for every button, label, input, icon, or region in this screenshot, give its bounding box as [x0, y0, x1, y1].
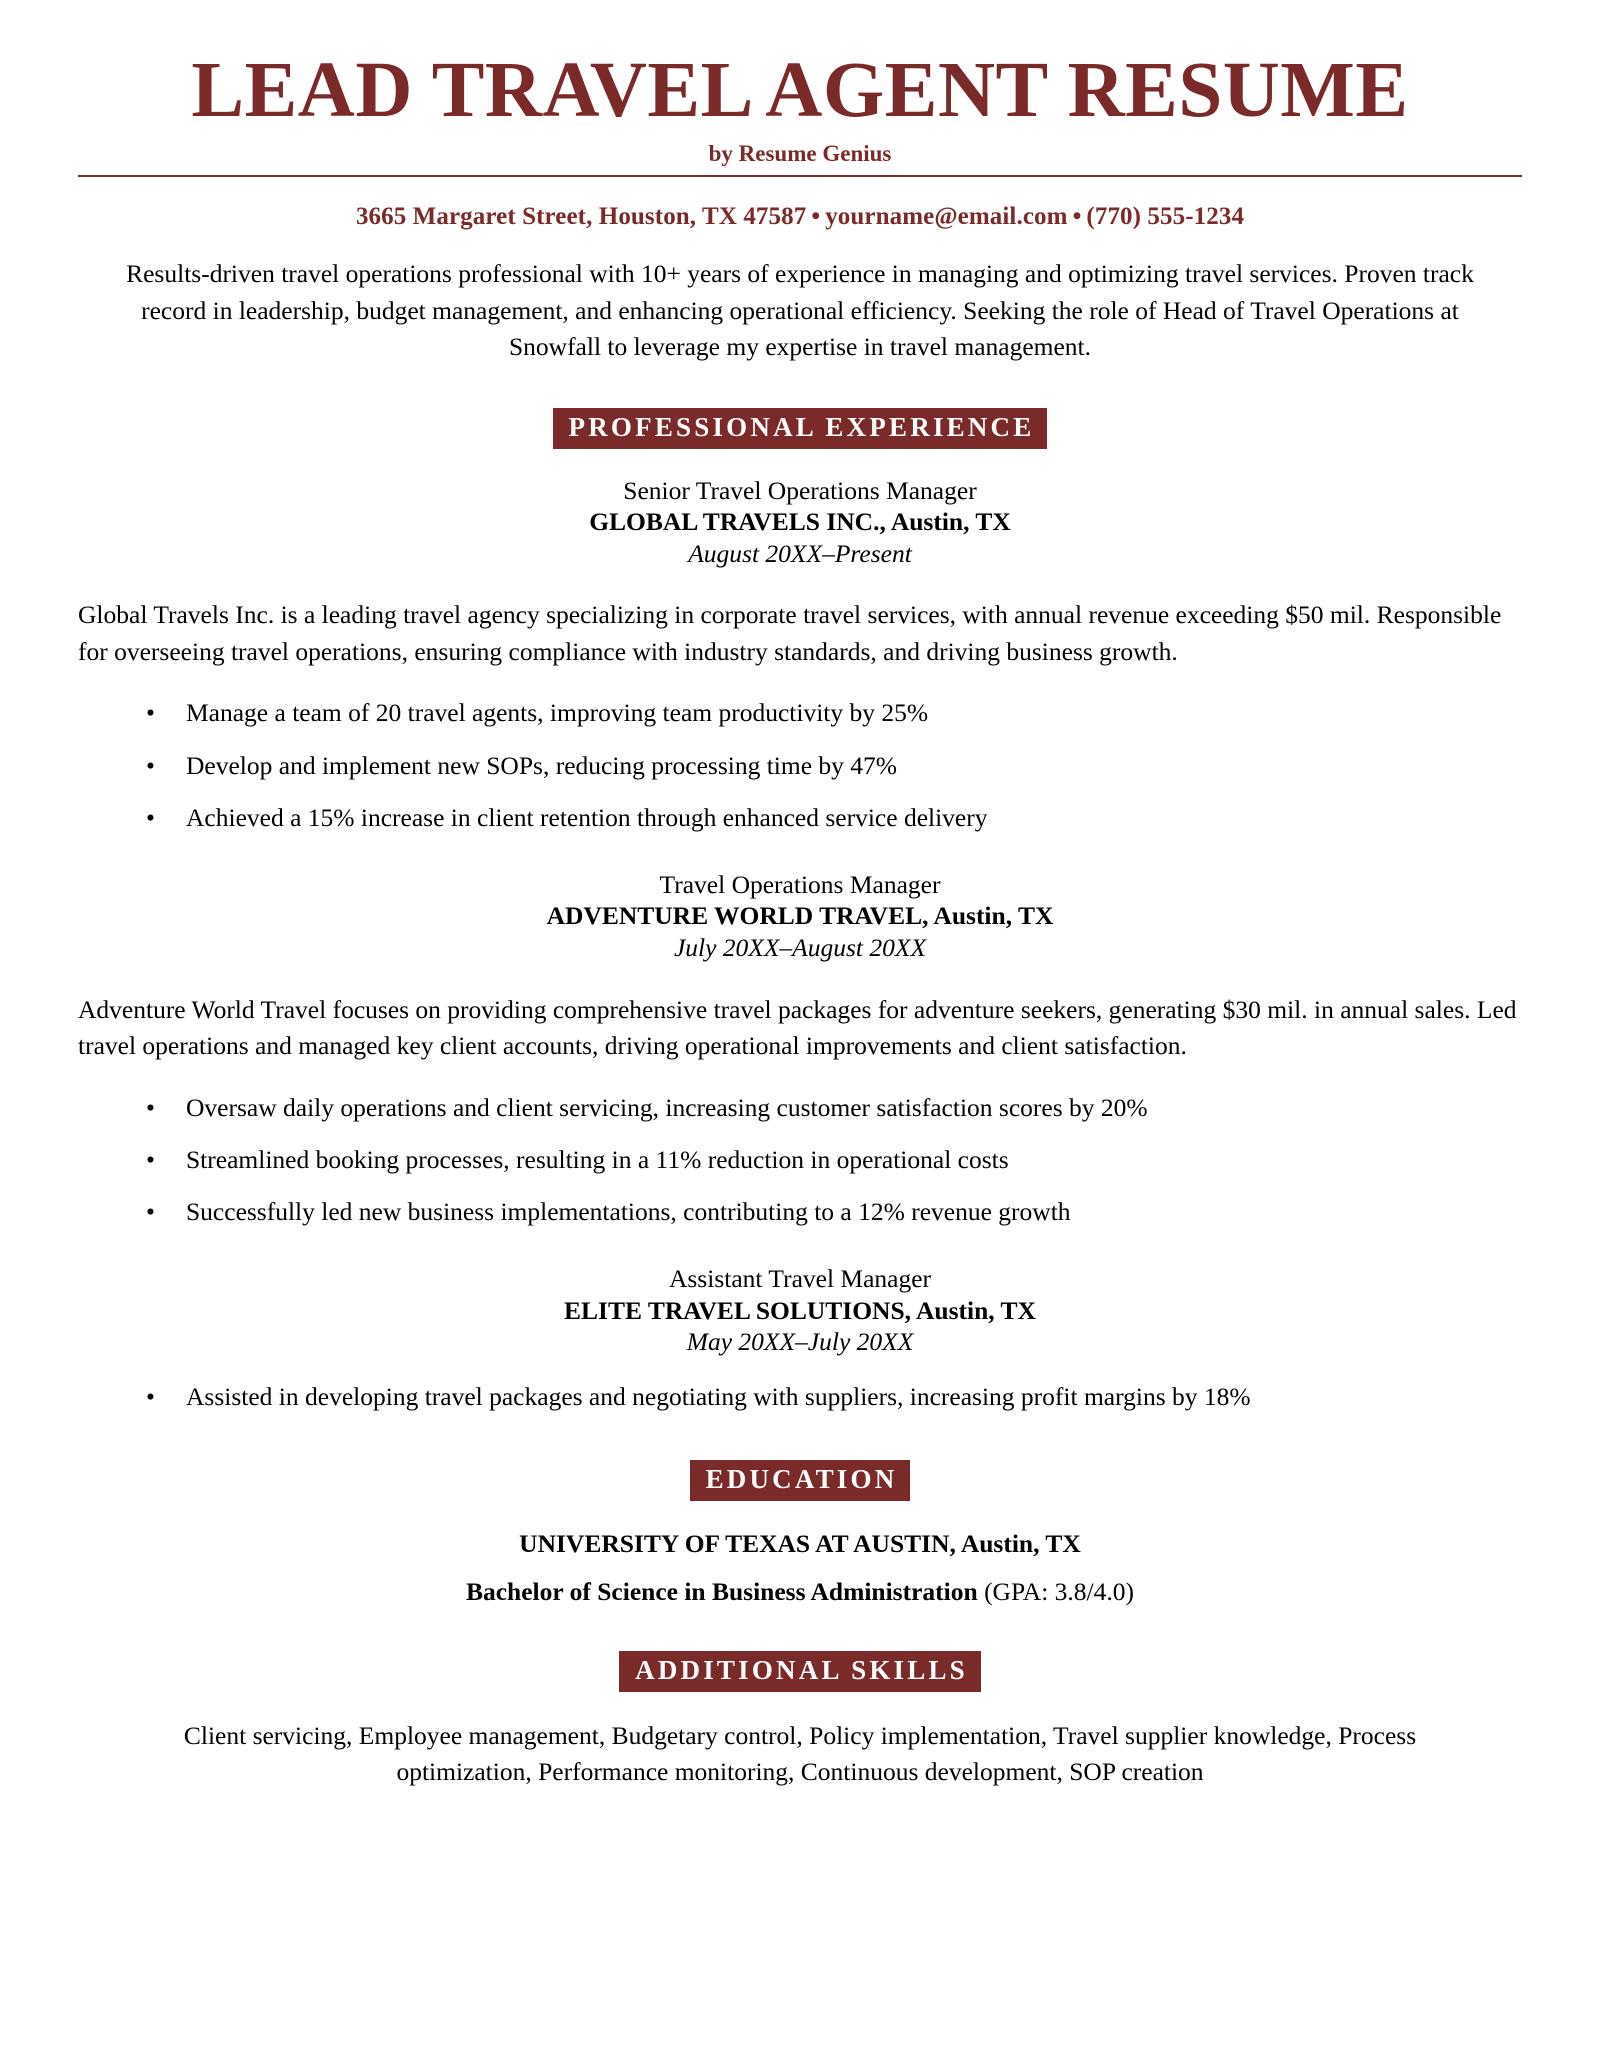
list-item [146, 749, 1522, 783]
list-item [146, 1195, 1522, 1229]
list-item [146, 1091, 1522, 1125]
bullet-text: Manage a team of 20 travel agents, improving team productivity by 25% [186, 698, 929, 728]
bullet-text: Achieved a 15% increase in client retention through enhanced service delivery [186, 802, 988, 832]
bullet-text: Assisted in developing travel packages and negotiating with suppliers, increasing profit margins by 18% [186, 1381, 1251, 1411]
resume-header [78, 0, 1522, 231]
bullet-text: Successfully led new business implementations, contributing to a 12% revenue growth [186, 1196, 1071, 1226]
skills-list: Client servicing, Employee management, Budgetary control, Policy implementation, Travel supplier knowledge, Process optimization, Performance monitoring, Continuous development, SOP creation [183, 1720, 1417, 1786]
education-school: UNIVERSITY OF TEXAS AT AUSTIN, Austin, TX [519, 1528, 1081, 1558]
header-divider [78, 175, 1522, 177]
job-title: Assistant Travel Manager [668, 1264, 932, 1294]
contact-phone[interactable]: (770) 555-1234 [1086, 203, 1245, 231]
job-dates: July 20XX–August 20XX [673, 933, 927, 963]
education-degree: Bachelor of Science in Business Administration [465, 1576, 978, 1606]
bullet-marker-icon: • [146, 698, 155, 728]
list-item [146, 1380, 1522, 1414]
section-skills-heading-wrap [78, 1651, 1522, 1692]
bullet-text: Develop and implement new SOPs, reducing processing time by 47% [186, 750, 898, 780]
job-bullet-list [78, 1091, 1522, 1229]
bullet-marker-icon: • [146, 1381, 155, 1411]
experience-entry [78, 475, 1522, 835]
list-item [146, 1143, 1522, 1177]
bullet-marker-icon: • [146, 1144, 155, 1174]
bullet-marker-icon: • [146, 1196, 155, 1226]
section-heading-skills: ADDITIONAL SKILLS [619, 1651, 981, 1692]
education-degree-line [78, 1577, 1522, 1607]
contact-separator-1: • [811, 203, 821, 231]
job-bullet-list [78, 1380, 1522, 1414]
contact-line [78, 203, 1522, 231]
bullet-text: Oversaw daily operations and client servicing, increasing customer satisfaction scores by 20% [186, 1092, 1148, 1122]
section-education-heading-wrap [78, 1460, 1522, 1501]
job-title: Senior Travel Operations Manager [623, 475, 977, 505]
job-company: GLOBAL TRAVELS INC., Austin, TX [589, 507, 1011, 537]
page-title: LEAD TRAVEL AGENT RESUME [191, 47, 1409, 134]
bullet-marker-icon: • [146, 802, 155, 832]
job-description: Global Travels Inc. is a leading travel agency specializing in corporate travel services, with annual revenue exceeding $50 mil. Responsible for overseeing travel operations, ensuring compliance with industry standards, and driving business growth. [78, 600, 1502, 667]
list-item [146, 696, 1522, 730]
professional-summary: Results-driven travel operations professional with 10+ years of experience in managing and optimizing travel services. Proven track record in leadership, budget management, and enhancing operational efficiency. Seeking the role of Head of Travel Operations at Snowfall to leverage my expertise in travel management. [126, 259, 1474, 362]
job-title: Travel Operations Manager [659, 869, 941, 899]
bullet-marker-icon: • [146, 750, 155, 780]
list-item [146, 801, 1522, 835]
education-gpa: (GPA: 3.8/4.0) [984, 1576, 1135, 1606]
contact-address: 3665 Margaret Street, Houston, TX 47587 [355, 203, 807, 231]
job-header [78, 869, 1522, 964]
job-dates: May 20XX–July 20XX [686, 1327, 914, 1357]
contact-email[interactable]: yourname@email.com [825, 203, 1068, 231]
section-heading-education: EDUCATION [690, 1460, 911, 1501]
job-company: ADVENTURE WORLD TRAVEL, Austin, TX [546, 901, 1054, 931]
job-dates: August 20XX–Present [688, 538, 912, 568]
job-header [78, 1263, 1522, 1358]
byline: by Resume Genius [708, 141, 892, 167]
job-header [78, 475, 1522, 570]
section-experience-heading-wrap [78, 408, 1522, 449]
job-bullet-list [78, 696, 1522, 834]
bullet-marker-icon: • [146, 1092, 155, 1122]
bullet-text: Streamlined booking processes, resulting in a 11% reduction in operational costs [186, 1144, 1009, 1174]
job-company: ELITE TRAVEL SOLUTIONS, Austin, TX [564, 1295, 1036, 1325]
experience-entry [78, 1263, 1522, 1414]
job-description: Adventure World Travel focuses on providing comprehensive travel packages for adventure seekers, generating $30 mil. in annual sales. Led travel operations and managed key client accounts, driving operational improvements and client satisfaction. [78, 994, 1517, 1061]
section-heading-experience: PROFESSIONAL EXPERIENCE [553, 408, 1048, 449]
experience-entry [78, 869, 1522, 1229]
contact-separator-2: • [1072, 203, 1082, 231]
